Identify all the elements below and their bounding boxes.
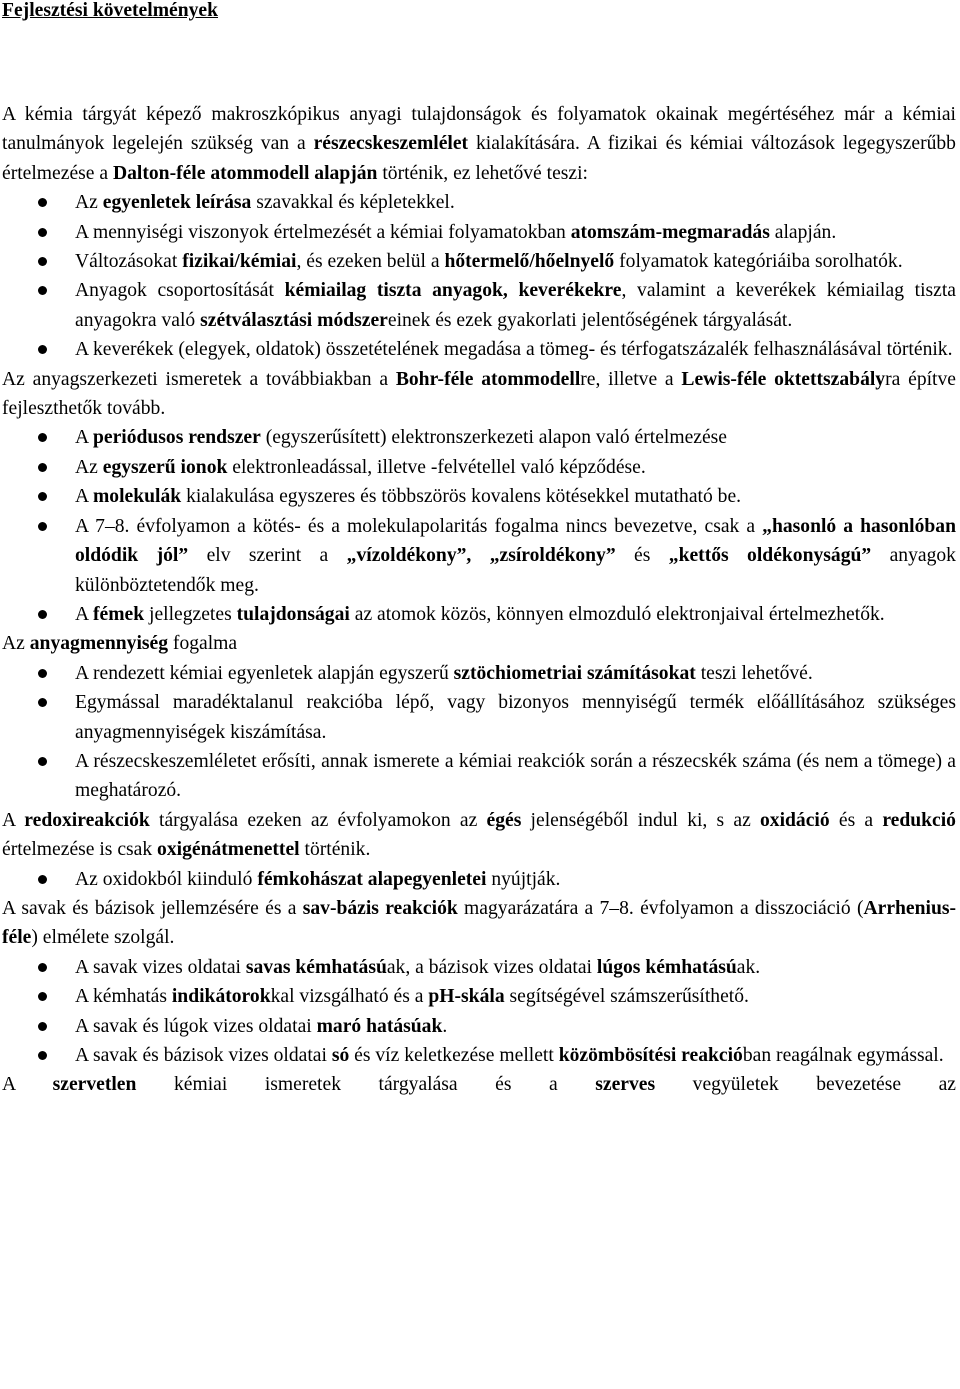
bullet-icon [38,992,47,1001]
bold-term: fémek [92,603,145,625]
text-run: magyarázatára a 7‒8. évfolyamon a disszociáció ( [457,897,864,919]
bullet-icon [38,286,47,295]
text-run: történik, ez lehetővé teszi: [377,162,588,184]
bullet-icon [38,669,47,678]
list-item [2,865,956,894]
bold-term: „vízoldékony”, „zsíroldékony” [346,545,616,567]
text-run: elektronleadással, illetve -felvétellel való képződése. [227,456,646,478]
text-run: einek és ezek gyakorlati jelentőségének tárgyalását. [387,309,793,331]
page-title: Fejlesztési követelmények [2,0,219,21]
bold-term: Lewis-féle oktettszabály [681,368,886,390]
bullet-icon [38,463,47,472]
list-item [2,953,956,982]
acid-base-paragraph [2,894,956,953]
list-item [2,747,956,806]
text-run: ra építve fejleszthetők tovább. [2,368,956,420]
bold-term: Dalton-féle atommodell alapján [112,162,378,184]
bold-term: redukció [882,809,956,831]
bold-term: kémiailag tiszta anyagok, keverékekre [284,280,622,302]
bold-term: redoxireakciók [24,809,150,831]
intro-paragraph [2,100,956,188]
bold-term: szétválasztási módszer [200,309,388,331]
bold-term: égés [486,809,522,831]
bullet-icon [38,1022,47,1031]
closing-paragraph [2,1070,956,1099]
bold-term: anyagmennyiség [29,633,169,655]
text-run: jellegzetes [144,603,237,625]
list-item [2,218,956,247]
text-run: A savak és bázisok vizes oldatai [75,1045,332,1066]
bold-term: „hasonló a hasonlóban oldódik jól” [75,515,956,567]
list-item [2,512,956,600]
text-run: Az [75,456,103,478]
bullet-icon [38,757,47,766]
bullet-icon [38,345,47,354]
list-item [2,423,956,452]
bold-term: indikátorok [171,986,271,1008]
text-run: vegyületek bevezetése az [655,1074,956,1096]
text-run: A rendezett kémiai egyenletek alapján egyszerű [75,662,454,684]
text-run: Az [75,192,103,214]
text-run: (egyszerűsített) elektronszerkezeti alapon való értelmezése [260,427,727,449]
text-run: ak. [736,956,761,978]
text-run: A [75,486,93,508]
text-run: Egymással maradéktalanul reakcióba lépő, vagy bizonyos mennyiségű termék előállításához szükséges anyagmennyiségek kiszámítása. [75,692,956,743]
text-run: Az anyagszerkezeti ismeretek a továbbiakban a [2,368,396,390]
text-run: A részecskeszemléletet erősíti, annak ismerete a kémiai reakciók során a részecskék száma (és nem a tömege) a meghatározó. [75,750,956,802]
list-item [2,276,956,335]
text-run: A savak vizes oldatai [75,956,246,978]
bullet-list-acid-base [2,953,956,1071]
bold-term: Arrhenius-féle [2,897,957,949]
text-run: és a [829,809,883,831]
bold-term: Bohr-féle atommodell [395,368,581,390]
text-run: ) elmélete szolgál. [31,927,175,949]
text-run: . [442,1015,448,1037]
bold-term: részecskeszemlélet [313,133,469,155]
list-item [2,1041,956,1070]
bullet-list-amount [2,659,956,806]
text-run: A keverékek (elegyek, oldatok) összetételének megadása a tömeg- és térfogatszázalék felhasználásával történik. [75,339,953,361]
text-run: elv szerint a [188,545,347,567]
bullet-icon [38,698,47,707]
text-run: segítségével számszerűsíthető. [504,986,749,1008]
text-run: történik. [299,839,371,861]
bold-term: savas kémhatású [245,956,387,978]
text-run: A savak és bázisok jellemzésére és a [2,897,303,919]
text-run: Az [2,633,30,655]
bold-term: fizikai/kémiai [182,251,297,273]
text-run: Az oxidokból kiinduló [75,868,258,890]
bold-term: szervetlen [52,1074,137,1096]
bullet-list-dalton [2,188,956,364]
text-run: teszi lehetővé. [695,662,813,684]
text-run: A [75,603,93,625]
bullet-icon [38,492,47,501]
text-run: Változásokat [75,251,183,273]
text-run: A 7‒8. évfolyamon a kötés- és a molekulapolaritás fogalma nincs bevezetve, csak a [75,515,763,537]
text-run: nyújtják. [486,868,561,890]
amount-paragraph [2,629,956,658]
list-item [2,453,956,482]
text-run: alapján. [769,221,837,243]
bullet-list-structure [2,423,956,629]
bold-term: hőtermelő/hőelnyelő [444,251,615,273]
bold-term: egyenletek leírása [102,192,252,214]
list-item [2,335,956,364]
text-run: A mennyiségi viszonyok értelmezését a kémiai folyamatokban [75,221,571,243]
text-run: folyamatok kategóriáiba sorolhatók. [614,251,903,273]
text-run: fogalma [168,633,238,655]
bullet-icon [38,963,47,972]
text-run: re, illetve a [580,368,682,390]
text-run: kémiai ismeretek tárgyalása és a [136,1074,596,1096]
redox-paragraph [2,806,956,865]
bold-term: oxidáció [759,809,830,831]
text-run: jelenségéből indul ki, s az [521,809,760,831]
bullet-icon [38,610,47,619]
list-item [2,982,956,1011]
text-run: értelmezése is csak [2,839,158,861]
bullet-icon [38,875,47,884]
bold-term: lúgos kémhatású [596,956,737,978]
bullet-icon [38,198,47,207]
bullet-icon [38,1051,47,1060]
text-run: és [615,545,669,567]
bold-term: közömbösítési reakció [558,1045,743,1066]
text-run: A [2,809,25,831]
bold-term: atomszám-megmaradás [570,221,770,243]
bullet-icon [38,433,47,442]
text-run: tárgyalása ezeken az évfolyamokon az [149,809,487,831]
bullet-icon [38,522,47,531]
text-run: ak, a bázisok vizes oldatai [386,956,597,978]
bold-term: sav-bázis reakciók [302,897,458,919]
text-run: szavakkal és képletekkel. [251,192,455,214]
text-run: anyagok különböztetendők meg. [75,545,956,596]
text-run: A savak és lúgok vizes oldatai [75,1015,317,1037]
text-run: A [2,1074,53,1096]
text-run: az atomok közös, könnyen elmozduló elektronjaival értelmezhetők. [349,603,885,625]
text-run: és víz keletkezése mellett [349,1045,559,1066]
text-run: A kémia tárgyát képező makroszkópikus anyagi tulajdonságok és folyamatok okainak megértéséhez már a kémiai tanulmányok legelején szükség van a [2,104,956,155]
text-run: A [75,427,93,449]
bold-term: tulajdonságai [236,603,350,625]
list-item [2,247,956,276]
bold-term: sztöchiometriai számításokat [453,662,696,684]
bold-term: szerves [595,1074,656,1096]
list-item [2,688,956,747]
bold-term: molekulák [92,486,182,508]
text-run: ban reagálnak egymással. [742,1045,944,1066]
text-run: , valamint a keverékek kémiailag tiszta anyagokra való [75,280,956,331]
list-item [2,1012,956,1041]
bold-term: „kettős oldékonyságú” [668,545,872,567]
list-item [2,659,956,688]
structure-paragraph [2,365,956,424]
bold-term: só [331,1045,350,1066]
text-run: kialakulása egyszeres és többszörös kovalens kötésekkel mutatható be. [181,486,742,508]
bullet-icon [38,228,47,237]
list-item [2,188,956,217]
bullet-icon [38,257,47,266]
bold-term: periódusos rendszer [92,427,261,449]
bullet-list-redox [2,865,956,894]
text-run: A kémhatás [75,986,172,1008]
text-run: , és ezeken belül a [296,251,445,273]
text-run: kal vizsgálható és a [270,986,429,1008]
bold-term: maró hatásúak [316,1015,443,1037]
bold-term: fémkohászat alapegyenletei [257,868,487,890]
text-run: Anyagok csoportosítását [75,280,285,302]
text-run: kialakítására. A fizikai és kémiai változások legegyszerűbb értelmezése a [2,133,956,184]
bold-term: oxigénátmenettel [157,839,300,861]
bold-term: pH-skála [428,986,505,1008]
list-item [2,600,956,629]
bold-term: egyszerű ionok [102,456,228,478]
list-item [2,482,956,511]
document-body [2,100,956,1100]
